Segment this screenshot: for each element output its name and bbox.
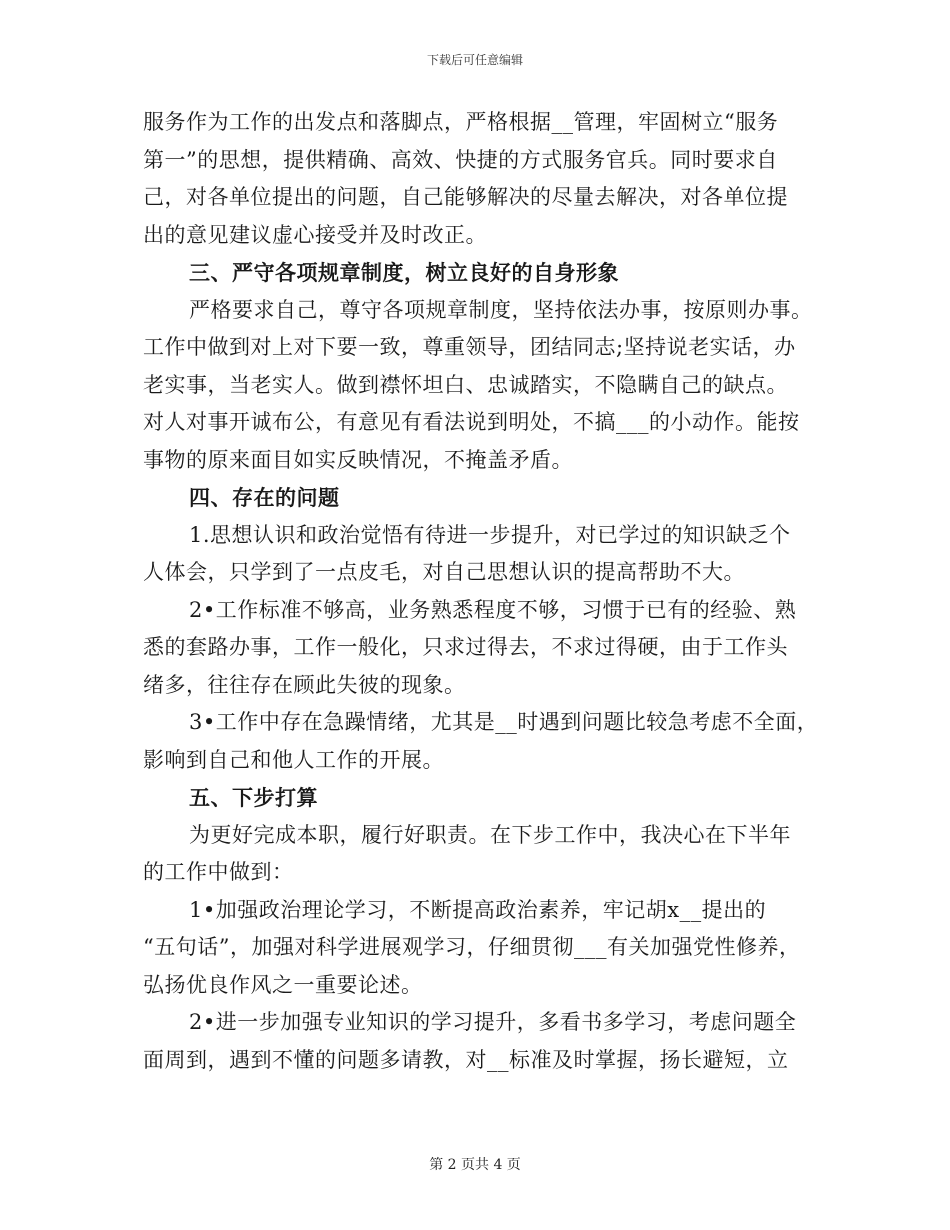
section-heading: 三、严守各项规章制度，树立良好的自身形象 — [189, 260, 619, 285]
page-header: 下载后可任意编辑 — [426, 53, 523, 67]
text-line: 1•加强政治理论学习，不断提高政治素养，牢记胡x__提出的 — [189, 897, 767, 922]
text-line: 面周到，遇到不懂的问题多请教，对__标准及时掌握，扬长避短，立 — [143, 1047, 789, 1072]
text-line: 悉的套路办事，工作一般化，只求过得去，不求过得硬，由于工作头 — [143, 635, 788, 659]
text-line: “五句话”，加强对科学进展观学习，仔细贯彻___有关加强党性修养， — [143, 935, 801, 959]
text-line: 为更好完成本职，履行好职责。在下步工作中，我决心在下半年 — [189, 822, 791, 847]
section-heading: 五、下步打算 — [189, 785, 318, 810]
text-line: 人体会，只学到了一点皮毛，对自己思想认识的提高帮助不大。 — [143, 560, 745, 584]
section-heading: 四、存在的问题 — [189, 485, 340, 510]
text-line: 的工作中做到： — [143, 860, 294, 884]
text-line: 老实事，当老实人。做到襟怀坦白、忠诚踏实，不隐瞒自己的缺点。 — [143, 372, 788, 397]
text-line: 影响到自己和他人工作的开展。 — [143, 747, 444, 772]
document-body — [143, 104, 823, 1079]
page-footer: 第 2 页共 4 页 — [429, 1157, 521, 1173]
text-line: 1.思想认识和政治觉悟有待进一步提升，对已学过的知识缺乏个 — [189, 522, 791, 547]
text-line: 服务作为工作的出发点和落脚点，严格根据__管理，牢固树立“服务 — [143, 110, 779, 134]
text-line: 工作中做到对上对下要一致，尊重领导，团结同志;坚持说老实话，办 — [143, 335, 796, 359]
text-line: 对人对事开诚布公，有意见有看法说到明处，不搞___的小动作。能按 — [143, 410, 800, 434]
text-line: 出的意见建议虚心接受并及时改正。 — [143, 222, 487, 247]
text-line: 己，对各单位提出的问题，自己能够解决的尽量去解决，对各单位提 — [143, 185, 788, 209]
text-line: 2•进一步加强专业知识的学习提升，多看书多学习，考虑问题全 — [189, 1010, 797, 1034]
text-line: 严格要求自己，尊守各项规章制度，坚持依法办事，按原则办事。 — [189, 297, 813, 322]
text-line: 第一”的思想，提供精确、高效、快捷的方式服务官兵。同时要求自 — [143, 147, 778, 172]
text-line: 2•工作标准不够高，业务熟悉程度不够，习惯于已有的经验、熟 — [189, 597, 797, 622]
text-line: 绪多，往往存在顾此失彼的现象。 — [143, 672, 466, 697]
text-line: 弘扬优良作风之一重要论述。 — [143, 972, 423, 997]
text-line: 3•工作中存在急躁情绪，尤其是__时遇到问题比较急考虑不全面， — [189, 710, 819, 734]
text-line: 事物的原来面目如实反映情况，不掩盖矛盾。 — [143, 447, 573, 472]
